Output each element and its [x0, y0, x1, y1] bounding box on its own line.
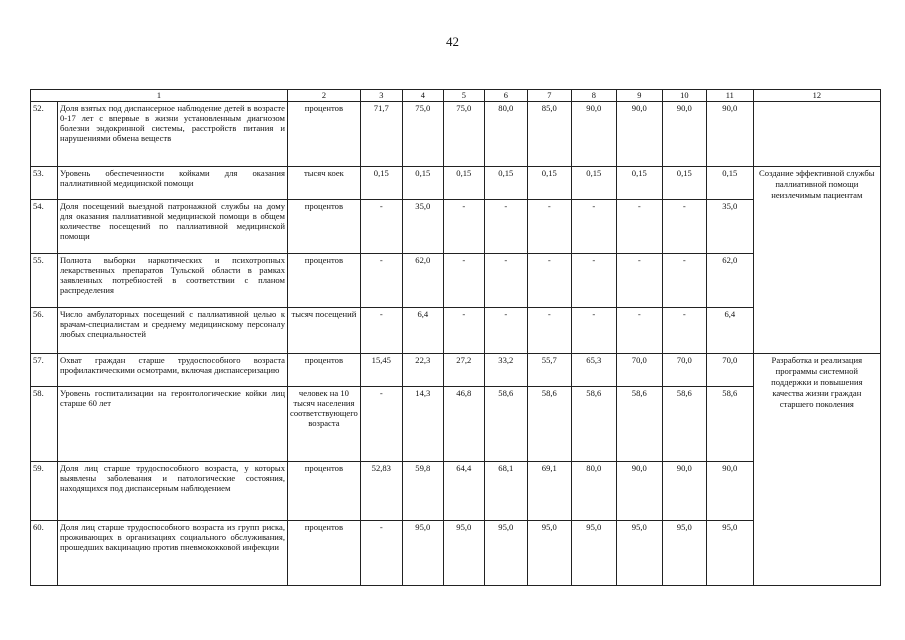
value-cell: 95,0	[484, 521, 527, 586]
value-cell: -	[662, 254, 706, 308]
value-cell: 95,0	[706, 521, 753, 586]
value-cell: 65,3	[571, 354, 616, 387]
indicator-name: Доля взятых под диспансерное наблюдение детей в возрасте 0-17 лет с впервые в жизни установленным диагнозом болезни эндокринной системы, расстройств питания и нарушениями обмена веществ	[58, 102, 288, 167]
header-cell: 1	[31, 90, 288, 102]
value-cell: 71,7	[360, 102, 402, 167]
value-cell: 95,0	[402, 521, 443, 586]
table-row	[31, 521, 881, 586]
value-cell: 69,1	[527, 462, 571, 521]
value-cell: -	[443, 200, 484, 254]
indicator-name: Доля лиц старше трудоспособного возраста, у которых выявлены заболевания и патологические состояния, находящихся под диспансерным наблюдением	[58, 462, 288, 521]
value-cell: -	[484, 254, 527, 308]
value-cell: -	[571, 254, 616, 308]
header-cell: 4	[402, 90, 443, 102]
value-cell: 0,15	[360, 167, 402, 200]
value-cell: -	[616, 308, 662, 354]
table-row	[31, 462, 881, 521]
value-cell: 62,0	[706, 254, 753, 308]
indicator-name: Доля лиц старше трудоспособного возраста из групп риска, проживающих в организациях социального обслуживания, прошедших вакцинацию против пневмококковой инфекции	[58, 521, 288, 586]
table-row	[31, 200, 881, 254]
value-cell: -	[571, 308, 616, 354]
value-cell: 85,0	[527, 102, 571, 167]
unit-cell: процентов	[288, 521, 361, 586]
value-cell: -	[484, 200, 527, 254]
value-cell: 0,15	[662, 167, 706, 200]
value-cell: 95,0	[443, 521, 484, 586]
row-number: 52.	[31, 102, 58, 167]
value-cell: 59,8	[402, 462, 443, 521]
unit-cell: процентов	[288, 200, 361, 254]
value-cell: 58,6	[484, 387, 527, 462]
value-cell: 0,15	[443, 167, 484, 200]
value-cell: 62,0	[402, 254, 443, 308]
value-cell: 22,3	[402, 354, 443, 387]
value-cell: 80,0	[571, 462, 616, 521]
value-cell: 52,83	[360, 462, 402, 521]
value-cell: 95,0	[571, 521, 616, 586]
value-cell: 58,6	[706, 387, 753, 462]
value-cell: 0,15	[484, 167, 527, 200]
header-cell: 5	[443, 90, 484, 102]
value-cell: -	[527, 200, 571, 254]
indicator-name: Уровень обеспеченности койками для оказания паллиативной медицинской помощи	[58, 167, 288, 200]
empty-goal-cell	[753, 102, 880, 167]
table-row	[31, 254, 881, 308]
unit-cell: человек на 10 тысяч населения соответствующего возраста	[288, 387, 361, 462]
value-cell: 58,6	[571, 387, 616, 462]
value-cell: 15,45	[360, 354, 402, 387]
table-row	[31, 102, 881, 167]
unit-cell: процентов	[288, 354, 361, 387]
value-cell: 0,15	[706, 167, 753, 200]
value-cell: -	[484, 308, 527, 354]
indicator-name: Число амбулаторных посещений с паллиативной целью к врачам-специалистам и среднему медицинскому персоналу любых специальностей	[58, 308, 288, 354]
indicator-name: Полнота выборки наркотических и психотропных лекарственных препаратов Тульской области в рамках заявленных потребностей в соответствии с планом распределения	[58, 254, 288, 308]
value-cell: 70,0	[616, 354, 662, 387]
value-cell: 6,4	[706, 308, 753, 354]
value-cell: -	[616, 254, 662, 308]
table-row	[31, 354, 881, 387]
value-cell: 80,0	[484, 102, 527, 167]
value-cell: 46,8	[443, 387, 484, 462]
value-cell: 90,0	[706, 462, 753, 521]
value-cell: 58,6	[662, 387, 706, 462]
unit-cell: процентов	[288, 102, 361, 167]
indicator-name: Охват граждан старше трудоспособного возраста профилактическими осмотрами, включая диспансеризацию	[58, 354, 288, 387]
value-cell: 90,0	[662, 462, 706, 521]
header-cell: 12	[753, 90, 880, 102]
value-cell: 70,0	[662, 354, 706, 387]
value-cell: 27,2	[443, 354, 484, 387]
unit-cell: тысяч коек	[288, 167, 361, 200]
value-cell: 95,0	[527, 521, 571, 586]
value-cell: 6,4	[402, 308, 443, 354]
value-cell: -	[662, 308, 706, 354]
header-cell: 11	[706, 90, 753, 102]
value-cell: -	[527, 254, 571, 308]
value-cell: 75,0	[443, 102, 484, 167]
header-cell: 2	[288, 90, 361, 102]
header-cell: 9	[616, 90, 662, 102]
header-cell: 3	[360, 90, 402, 102]
goal-cell-elderly: Разработка и реализация программы системной поддержки и повышения качества жизни граждан старшего поколения	[753, 354, 880, 586]
unit-cell: тысяч посещений	[288, 308, 361, 354]
value-cell: 0,15	[402, 167, 443, 200]
table-row	[31, 308, 881, 354]
row-number: 58.	[31, 387, 58, 462]
value-cell: -	[360, 200, 402, 254]
indicator-name: Уровень госпитализации на геронтологические койки лиц старше 60 лет	[58, 387, 288, 462]
value-cell: 90,0	[616, 102, 662, 167]
row-number: 55.	[31, 254, 58, 308]
header-cell: 6	[484, 90, 527, 102]
value-cell: -	[527, 308, 571, 354]
value-cell: -	[443, 308, 484, 354]
value-cell: 0,15	[527, 167, 571, 200]
value-cell: 33,2	[484, 354, 527, 387]
value-cell: 90,0	[662, 102, 706, 167]
value-cell: 58,6	[616, 387, 662, 462]
unit-cell: процентов	[288, 462, 361, 521]
value-cell: -	[360, 521, 402, 586]
page-number: 42	[446, 34, 459, 49]
value-cell: 90,0	[571, 102, 616, 167]
value-cell: 55,7	[527, 354, 571, 387]
row-number: 59.	[31, 462, 58, 521]
value-cell: 35,0	[706, 200, 753, 254]
value-cell: 95,0	[662, 521, 706, 586]
value-cell: -	[360, 387, 402, 462]
value-cell: -	[571, 200, 616, 254]
value-cell: 0,15	[571, 167, 616, 200]
table-row	[31, 387, 881, 462]
value-cell: 95,0	[616, 521, 662, 586]
value-cell: 68,1	[484, 462, 527, 521]
row-number: 60.	[31, 521, 58, 586]
value-cell: 0,15	[616, 167, 662, 200]
unit-cell: процентов	[288, 254, 361, 308]
value-cell: 75,0	[402, 102, 443, 167]
header-cell: 8	[571, 90, 616, 102]
header-cell: 10	[662, 90, 706, 102]
header-row	[31, 90, 881, 102]
value-cell: -	[662, 200, 706, 254]
row-number: 57.	[31, 354, 58, 387]
value-cell: 70,0	[706, 354, 753, 387]
row-number: 56.	[31, 308, 58, 354]
indicator-name: Доля посещений выездной патронажной службы на дому для оказания паллиативной медицинской помощи в общем количестве посещений по паллиативной медицинской помощи	[58, 200, 288, 254]
goal-cell-palliative: Создание эффективной службы паллиативной помощи неизлечимым пациентам	[753, 167, 880, 354]
value-cell: 14,3	[402, 387, 443, 462]
value-cell: 35,0	[402, 200, 443, 254]
value-cell: -	[360, 254, 402, 308]
row-number: 53.	[31, 167, 58, 200]
value-cell: -	[616, 200, 662, 254]
value-cell: 64,4	[443, 462, 484, 521]
value-cell: 90,0	[616, 462, 662, 521]
row-number: 54.	[31, 200, 58, 254]
header-cell: 7	[527, 90, 571, 102]
value-cell: 58,6	[527, 387, 571, 462]
indicators-table	[30, 89, 881, 586]
value-cell: 90,0	[706, 102, 753, 167]
table-row	[31, 167, 881, 200]
value-cell: -	[443, 254, 484, 308]
value-cell: -	[360, 308, 402, 354]
